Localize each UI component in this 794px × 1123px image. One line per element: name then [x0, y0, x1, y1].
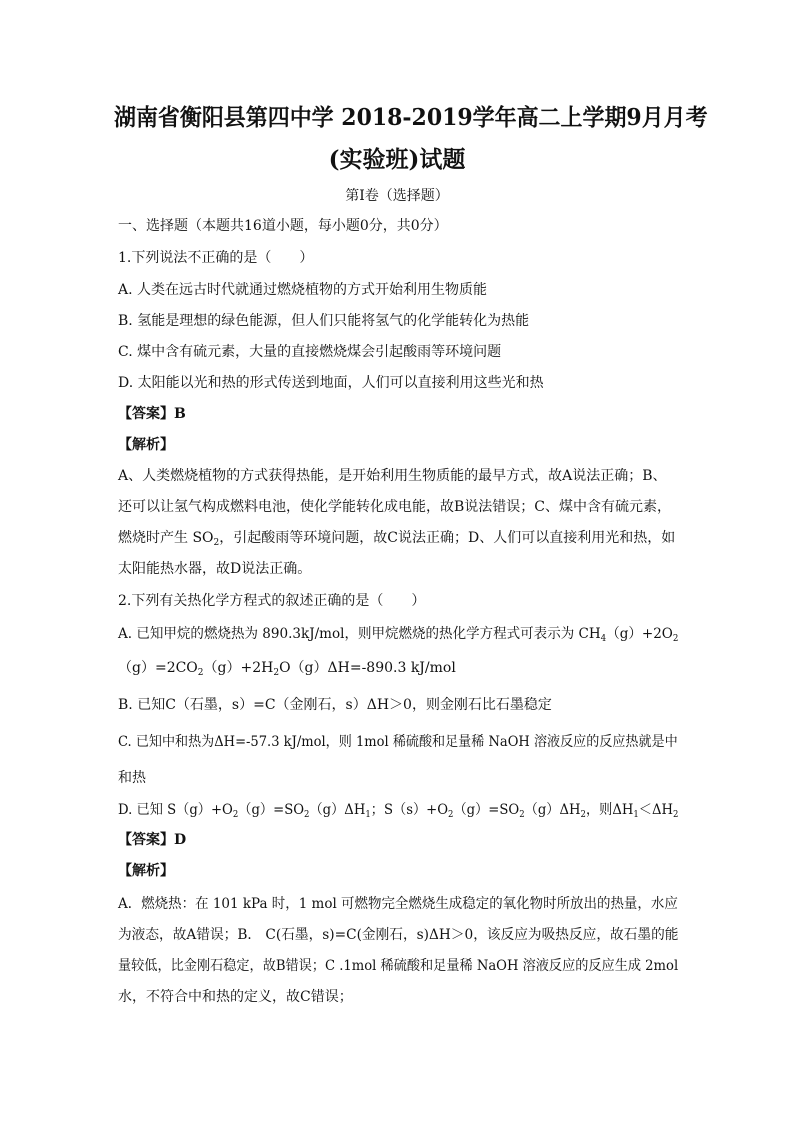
- q1-answer: 【答案】B: [118, 406, 186, 422]
- q2-option-c-line2: 和热: [118, 770, 146, 786]
- q2-option-a-line2: $(g)=2CO_2(g)+2H_2O(g)\Delta H=-890.3$ kJ/mol: [118, 660, 456, 678]
- q2-answer: 【答案】D: [118, 832, 187, 848]
- q2-analysis-line: 水，不符合中和热的定义，故C错误；: [118, 989, 353, 1005]
- q1-analysis-line: 燃烧时产生 $SO_2$，引起酸雨等环境问题，故C说法正确；D、人们可以直接利用光和热，如: [118, 530, 676, 548]
- q2-option-d: D. 已知 $S(g)+O_2(g)=SO_2(g)\Delta H_1$；$S(s)+O_2(g)=SO_2(g)\Delta H_2$，则$\Delta H_1<\Delta H_2$: [118, 802, 679, 820]
- section-heading: 一、选择题（本题共16道小题，每小题0分，共0分）: [118, 218, 448, 234]
- document-title-line2: (实验班)试题: [328, 146, 466, 173]
- q1-analysis-label: 【解析】: [118, 437, 174, 453]
- q2-option-a-line1: A. 已知甲烷的燃烧热为 890.3kJ/mol，则甲烷燃烧的热化学方程式可表示为 $CH_4(g)+2O_2$: [118, 626, 679, 644]
- q2-analysis-label: 【解析】: [118, 863, 174, 879]
- volume-heading: 第Ⅰ卷（选择题）: [345, 188, 449, 204]
- q2-option-c-line1: C. 已知中和热为ΔH=-57.3 kJ/mol，则 1mol 稀硫酸和足量稀 NaOH 溶液反应的反应热就是中: [118, 734, 678, 750]
- q1-option-d: D. 太阳能以光和热的形式传送到地面，人们可以直接利用这些光和热: [118, 375, 544, 391]
- q2-analysis-line: A．燃烧热：在 101 kPa 时，1 mol 可燃物完全燃烧生成稳定的氧化物时所放出的热量，水应: [118, 896, 678, 912]
- q2-analysis-line: 量较低，比金刚石稳定，故B错误；C .1mol 稀硫酸和足量稀 NaOH 溶液反应的反应生成 2mol: [118, 958, 679, 974]
- q1-analysis-line: 太阳能热水器，故D说法正确。: [118, 561, 312, 577]
- q1-analysis-line: A、人类燃烧植物的方式获得热能，是开始利用生物质能的最早方式，故A说法正确；B、: [118, 468, 667, 484]
- q2-stem: 2.下列有关热化学方程式的叙述正确的是（ ）: [118, 593, 426, 609]
- q1-option-b: B. 氢能是理想的绿色能源，但人们只能将氢气的化学能转化为热能: [118, 313, 530, 329]
- q1-option-c: C. 煤中含有硫元素，大量的直接燃烧煤会引起酸雨等环境问题: [118, 344, 502, 360]
- document-title-line1: 湖南省衡阳县第四中学 2018-2019学年高二上学期9月月考: [113, 104, 708, 131]
- q2-option-b: B. 已知C（石墨，s）=C（金刚石，s）ΔH＞0，则金刚石比石墨稳定: [118, 697, 552, 713]
- q1-analysis-line: 还可以让氢气构成燃料电池，使化学能转化成电能，故B说法错误；C、煤中含有硫元素，: [118, 499, 671, 515]
- q2-analysis-line: 为液态，故A错误；B． C(石墨，s)=C(金刚石，s)ΔH＞0，该反应为吸热反应，故石墨的能: [118, 927, 679, 943]
- q1-option-a: A. 人类在远古时代就通过燃烧植物的方式开始利用生物质能: [118, 282, 488, 298]
- q1-stem: 1.下列说法不正确的是（ ）: [118, 250, 314, 266]
